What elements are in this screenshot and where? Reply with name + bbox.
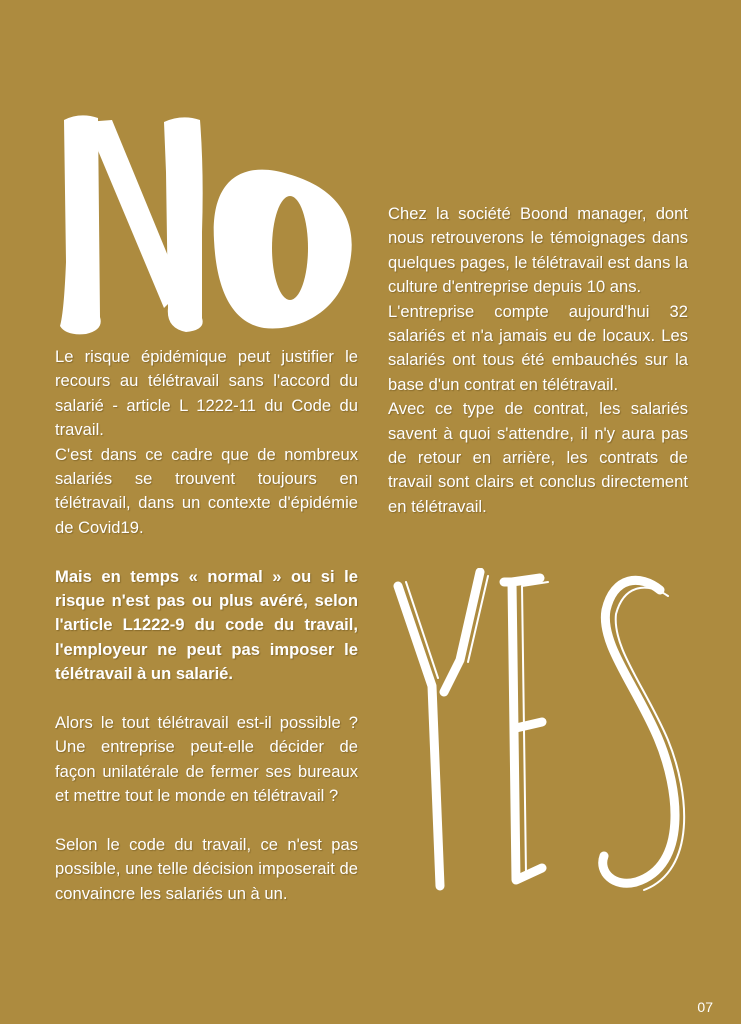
right-paragraph-1: Chez la société Boond manager, dont nous retrouverons le témoignages dans quelques pages, le télétravail est dans la culture d'entreprise depuis 10 ans. (388, 204, 688, 297)
right-paragraph-2: L'entreprise compte aujourd'hui 32 salariés et n'a jamais eu de locaux. Les salariés ont tous été embauchés sur la base d'un contrat en télétravail. (388, 301, 688, 394)
left-paragraph-2: C'est dans ce cadre que de nombreux salariés se trouvent toujours en télétravail, dans un contexte d'épidémie de Covid19. (55, 444, 358, 537)
left-paragraph-bold: Mais en temps « normal » ou si le risque n'est pas ou plus avéré, selon l'article L1222-9 du code du travail, l'employeur ne peut pas imposer le télétravail à un salarié. (55, 566, 358, 684)
left-paragraph-1: Le risque épidémique peut justifier le recours au télétravail sans l'accord du salarié - article L 1222-11 du Code du travail. (55, 347, 358, 440)
headline-yes-text: YES (392, 568, 395, 569)
headline-yes (392, 568, 692, 893)
headline-no-text: No (56, 112, 58, 113)
headline-no (56, 112, 366, 337)
left-column (55, 345, 358, 906)
left-paragraph-4: Alors le tout télétravail est-il possible ? Une entreprise peut-elle décider de façon unilatérale de fermer ses bureaux et mettre tout le monde en télétravail ? (55, 713, 358, 806)
right-column (388, 202, 688, 519)
right-paragraph-3: Avec ce type de contrat, les salariés savent à quoi s'attendre, il n'y aura pas de retour en arrière, les contrats de travail sont clairs et conclus directement en télétravail. (388, 399, 688, 516)
left-paragraph-5: Selon le code du travail, ce n'est pas possible, une telle décision imposerait de convaincre les salariés un à un. (55, 835, 358, 903)
page-number: 07 (697, 999, 713, 1015)
